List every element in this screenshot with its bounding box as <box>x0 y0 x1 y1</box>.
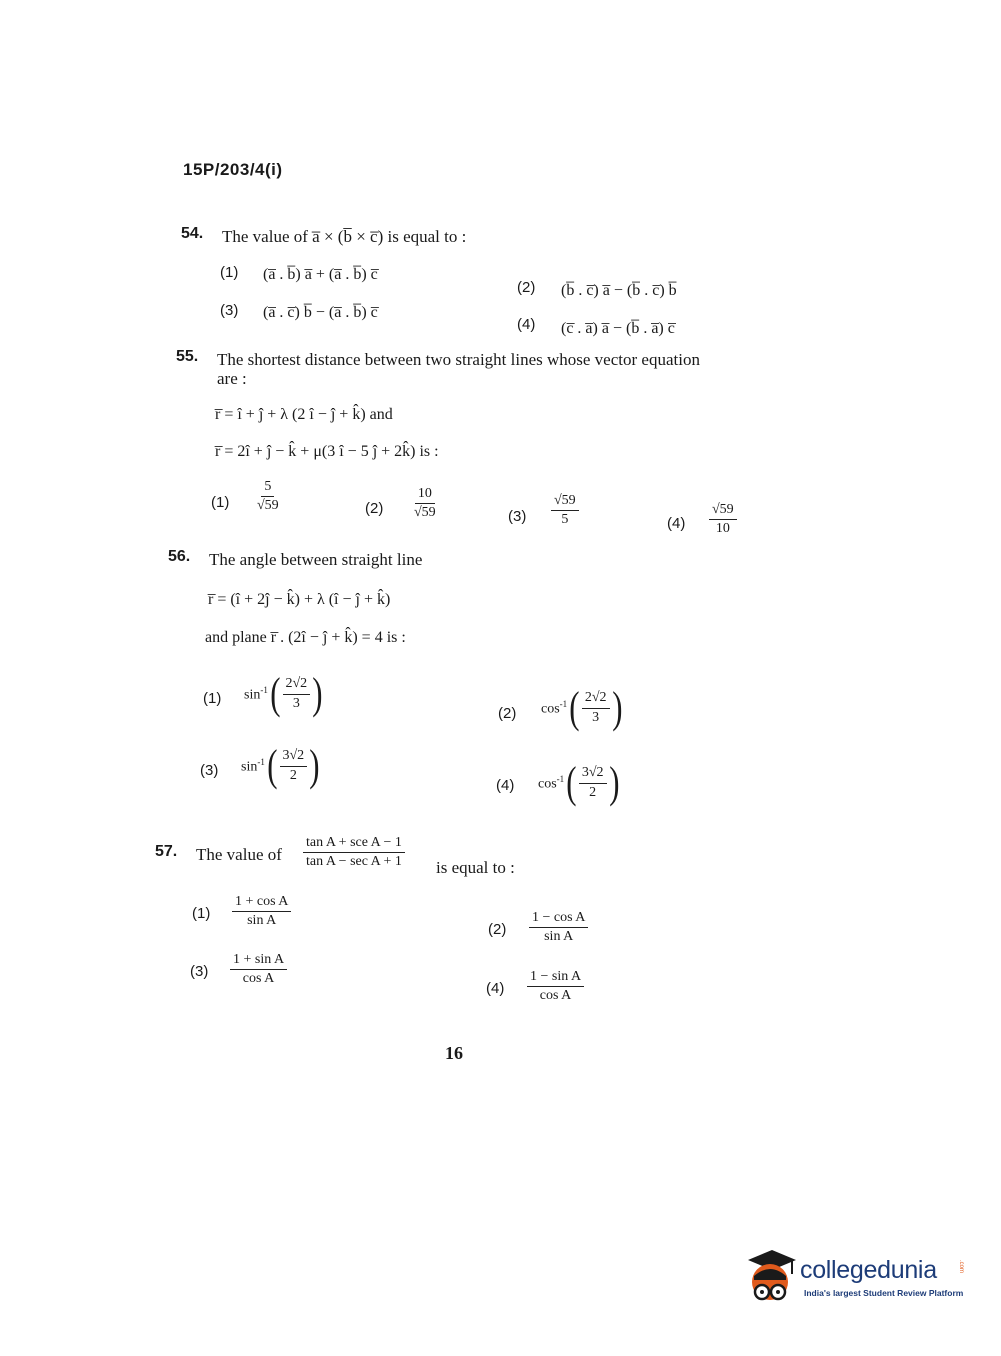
trig-function: $\cos^{-1}$ <box>538 773 565 792</box>
option-number: (3) <box>220 302 239 319</box>
option-number: (2) <box>517 279 536 296</box>
option-2-fraction: $\frac{\text{1 − cos A}}{\text{sin A}}$ <box>529 910 588 945</box>
option-number: (2) <box>488 921 507 938</box>
collegedunia-logo <box>742 1250 972 1310</box>
question-text: The angle between straight line <box>209 550 423 569</box>
denominator: √59 <box>257 498 279 514</box>
option-number: (1) <box>203 690 222 707</box>
option-number: (2) <box>365 500 384 517</box>
numerator: 10 <box>415 486 435 504</box>
option-2-expression: $\cos^{-1}$ ( $\frac{2√2}{3}$ ) <box>541 683 622 732</box>
question-number: 56. <box>168 548 191 565</box>
option-1: (a̅ . b̅) a̅ + (a̅ . b̅) c̅ <box>263 266 378 283</box>
option-number: (4) <box>667 515 686 532</box>
question-text: The shortest distance between two straight lines whose vector equation <box>217 350 700 369</box>
mascot-icon <box>742 1250 802 1310</box>
numerator: √59 <box>709 502 737 520</box>
option-number: (3) <box>508 508 527 525</box>
option-number: (4) <box>517 316 536 333</box>
option-number: (1) <box>211 494 230 511</box>
question-text: The value of <box>196 845 282 864</box>
option-1-fraction: $\frac{\text{1 + cos A}}{\text{sin A}}$ <box>232 894 291 929</box>
denominator: √59 <box>414 505 436 521</box>
line-equation: r̅ = (î + 2ĵ − k̂) + λ (î − ĵ + k̂) <box>208 591 391 608</box>
option-number: (2) <box>498 705 517 722</box>
option-3-fraction <box>551 493 579 528</box>
option-4: (c̅ . a̅) a̅ − (b̅ . a̅) c̅ <box>561 320 675 337</box>
question-fraction <box>303 835 405 870</box>
option-1-fraction <box>254 479 282 514</box>
option-4-fraction: $\frac{\text{1 − sin A}}{\text{cos A}}$ <box>527 969 584 1004</box>
paper-code: 15P/203/4(i) <box>183 160 283 179</box>
question-text: The value of a̅ × (b̅ × c̅) is equal to : <box>222 227 467 246</box>
numerator: tan A + sce A − 1 <box>303 835 405 853</box>
denominator: 10 <box>715 521 730 537</box>
option-3: (a̅ . c̅) b̅ − (a̅ . b̅) c̅ <box>263 304 378 321</box>
line-equation-1: r̅ = î + ĵ + λ (2 î − ĵ + k̂) and <box>215 406 393 423</box>
option-1-expression: $\sin^{-1}$ ( $\frac{2√2}{3}$ ) <box>244 669 323 718</box>
numerator: 5 <box>261 479 274 497</box>
numerator: √59 <box>551 493 579 511</box>
logo-domain: .com <box>958 1260 964 1274</box>
option-2: (b̅ . c̅) a̅ − (b̅ . c̅) b̅ <box>561 282 677 299</box>
trig-function: $\sin^{-1}$ <box>241 756 265 775</box>
option-2-fraction <box>411 486 439 521</box>
logo-tagline: India's largest Student Review Platform <box>804 1288 964 1298</box>
option-4-fraction <box>709 502 737 537</box>
question-number: 54. <box>181 225 204 242</box>
option-number: (4) <box>496 777 515 794</box>
option-4-expression: $\cos^{-1}$ ( $\frac{3√2}{2}$ ) <box>538 758 619 807</box>
option-3-fraction: $\frac{\text{1 + sin A}}{\text{cos A}}$ <box>230 952 287 987</box>
page-number: 16 <box>445 1043 463 1063</box>
option-3-expression: $\sin^{-1}$ ( $\frac{3√2}{2}$ ) <box>241 741 320 790</box>
option-number: (4) <box>486 980 505 997</box>
option-number: (1) <box>192 905 211 922</box>
denominator: tan A − sec A + 1 <box>306 854 402 870</box>
question-number: 55. <box>176 348 199 365</box>
question-text-end: is equal to : <box>436 858 515 877</box>
logo-wordmark: collegedunia <box>800 1256 937 1284</box>
option-number: (3) <box>190 963 209 980</box>
line-equation-2: r̅ = 2î + ĵ − k̂ + μ(3 î − 5 ĵ + 2k̂) is : <box>215 443 439 460</box>
plane-equation: and plane r̅ . (2î − ĵ + k̂) = 4 is : <box>205 629 406 646</box>
option-number: (3) <box>200 762 219 779</box>
trig-function: $\sin^{-1}$ <box>244 684 268 703</box>
question-text-continued: are : <box>217 369 247 388</box>
trig-function: $\cos^{-1}$ <box>541 698 568 717</box>
question-number: 57. <box>155 843 178 860</box>
option-number: (1) <box>220 264 239 281</box>
denominator: 5 <box>561 512 569 528</box>
